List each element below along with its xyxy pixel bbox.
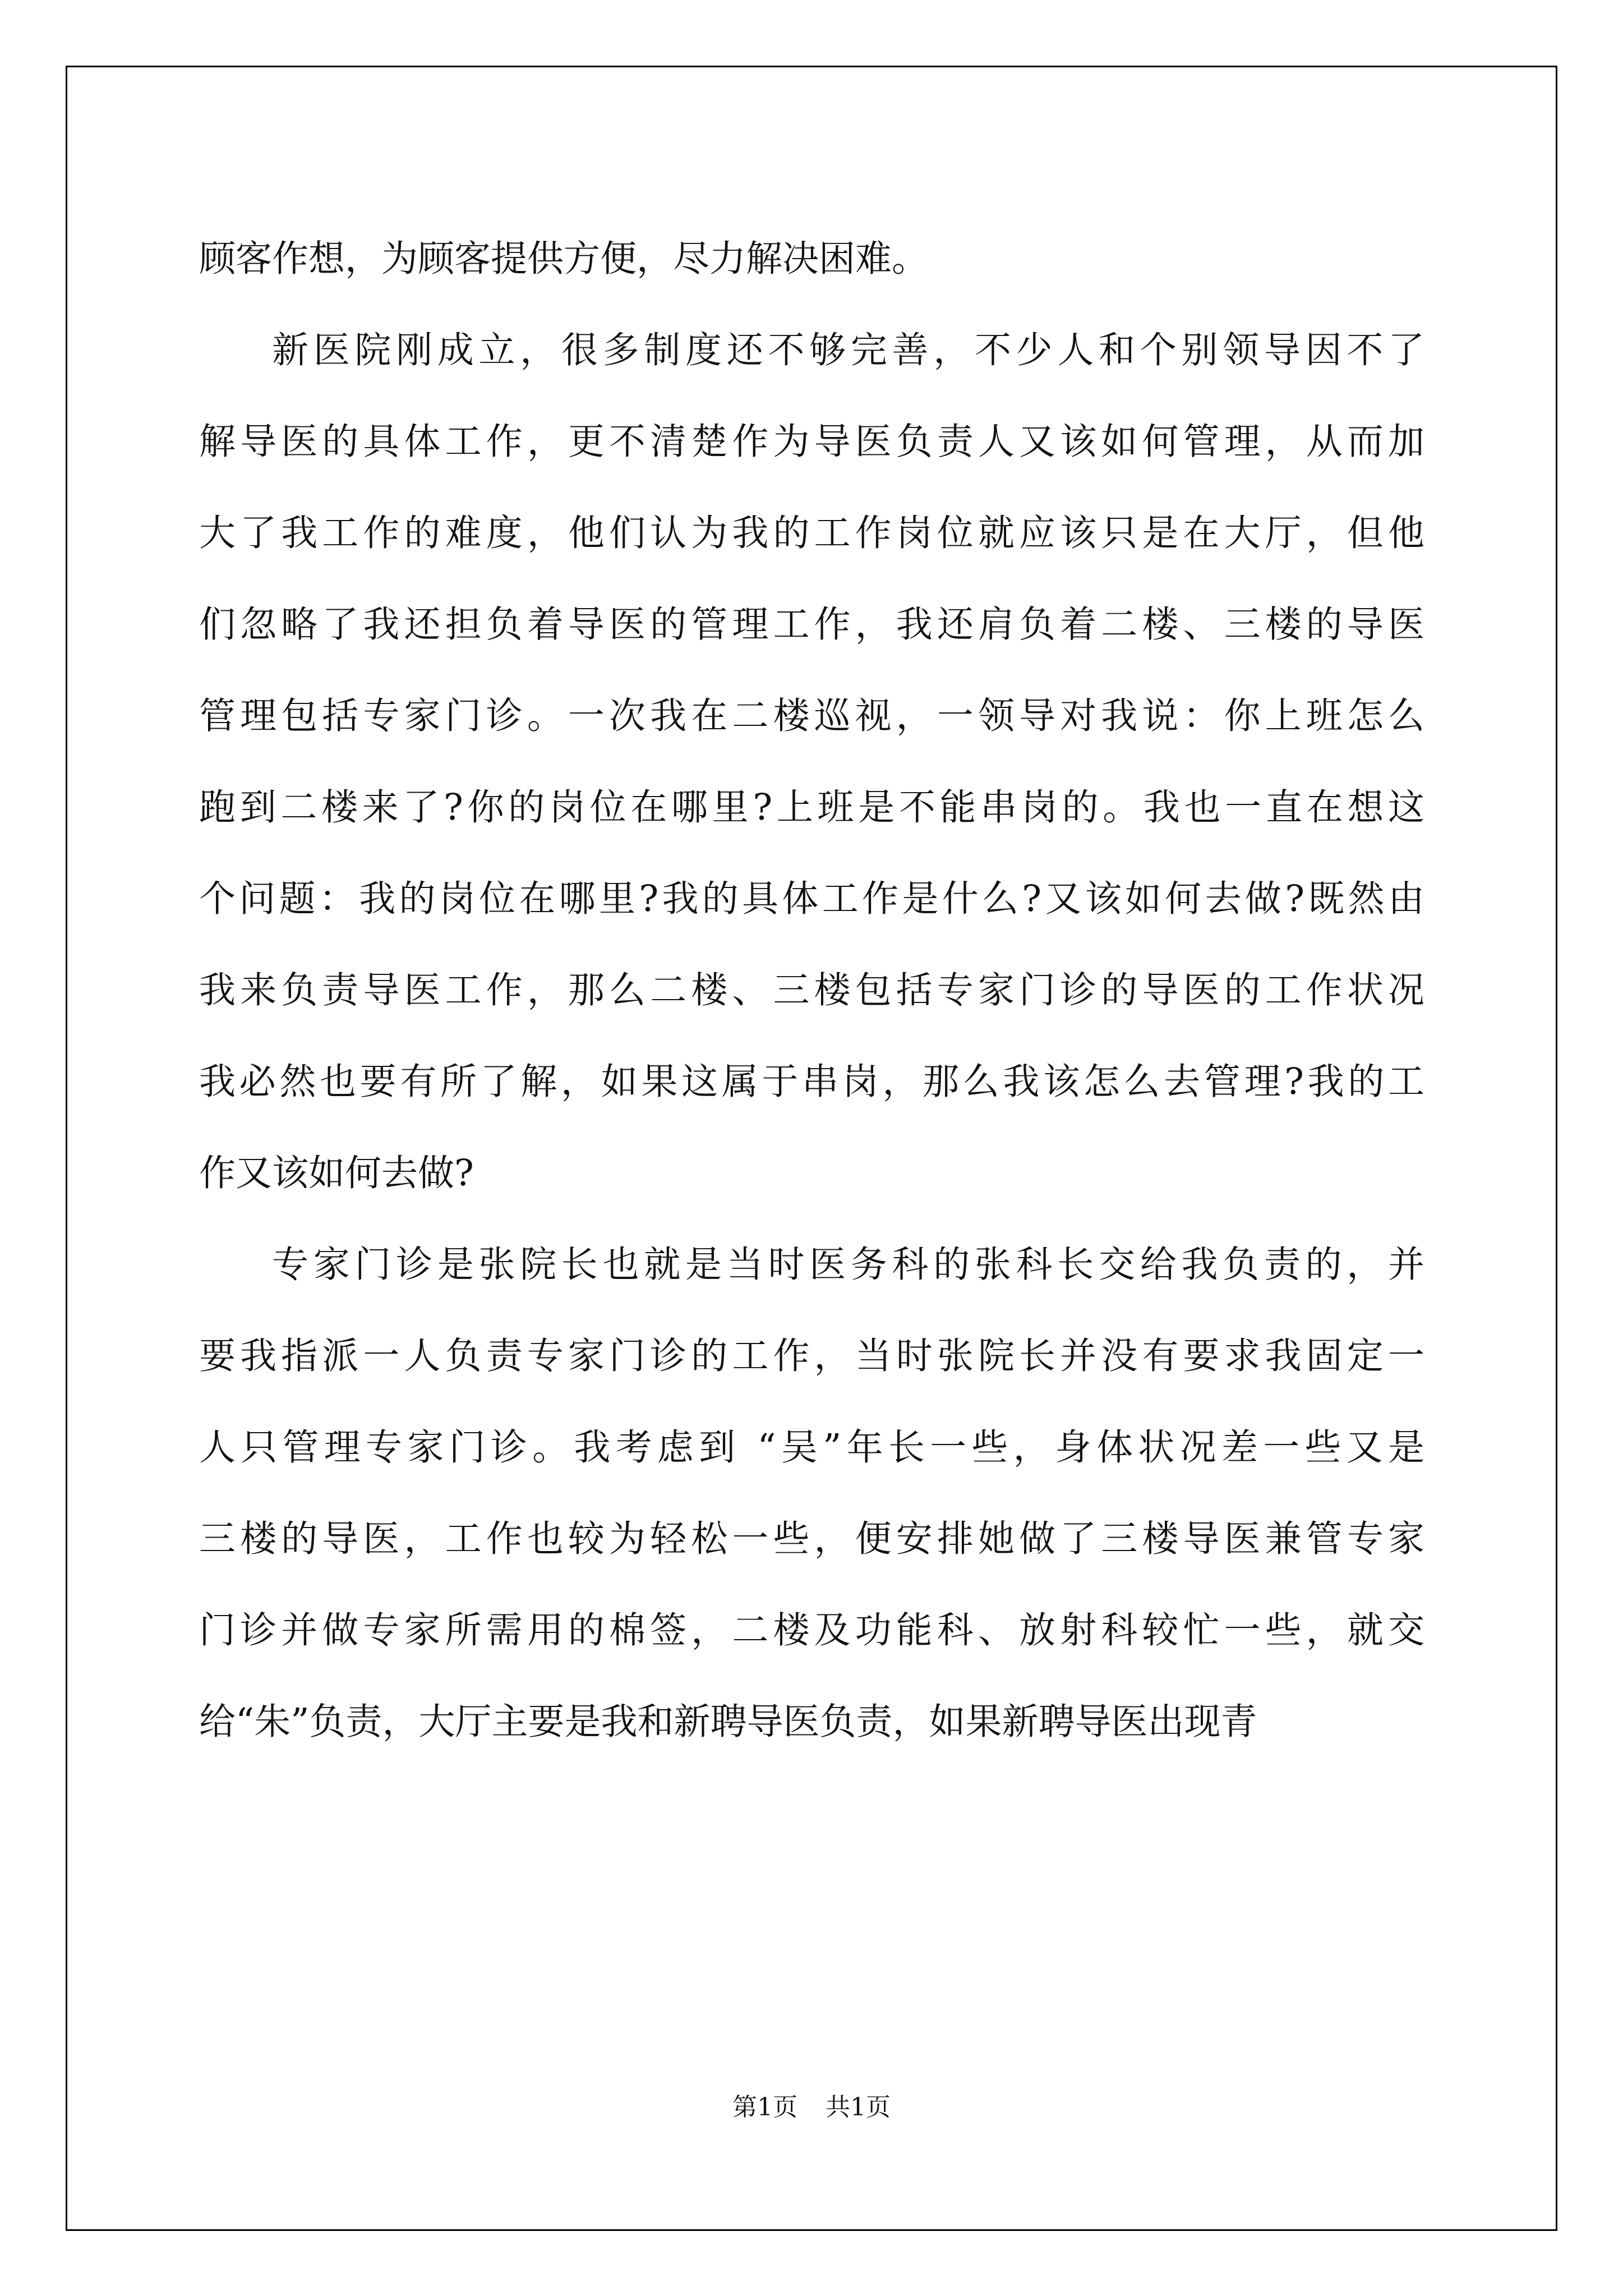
text-line: 给“朱”负责，大厅主要是我和新聘导医负责，如果新聘导医出现青: [199, 1701, 1257, 1743]
paragraph: [199, 213, 1424, 305]
text-line: 管理包括专家门诊。一次我在二楼巡视，一领导对我说：你上班怎么: [199, 695, 1424, 737]
text-line: 大了我工作的难度，他们认为我的工作岗位就应该只是在大厅，但他: [199, 512, 1424, 554]
page-footer: [0, 2087, 1623, 2123]
text-line: 要我指派一人负责专家门诊的工作，当时张院长并没有要求我固定一: [199, 1335, 1424, 1377]
page-number: 第1页: [732, 2093, 797, 2122]
text-line: 我必然也要有所了解，如果这属于串岗，那么我该怎么去管理?我的工: [199, 1061, 1424, 1103]
text-line: 们忽略了我还担负着导医的管理工作，我还肩负着二楼、三楼的导医: [199, 604, 1424, 646]
text-line: 专家门诊是张院长也就是当时医务科的张科长交给我负责的，并: [272, 1244, 1424, 1286]
paragraph: [199, 1219, 1424, 1768]
text-line: 三楼的导医，工作也较为轻松一些，便安排她做了三楼导医兼管专家: [199, 1518, 1424, 1560]
text-line: 新医院刚成立，很多制度还不够完善，不少人和个别领导因不了: [272, 329, 1424, 371]
paragraph: [199, 305, 1424, 1219]
text-line: 顾客作想，为顾客提供方便，尽力解决困难。: [199, 238, 929, 280]
document-body: [199, 213, 1424, 1768]
text-line: 门诊并做专家所需用的棉签，二楼及功能科、放射科较忙一些，就交: [199, 1609, 1424, 1651]
text-line: 个问题：我的岗位在哪里?我的具体工作是什么?又该如何去做?既然由: [199, 878, 1424, 920]
text-line: 人只管理专家门诊。我考虑到 “吴”年长一些，身体状况差一些又是: [199, 1427, 1424, 1469]
page-total: 共1页: [826, 2093, 891, 2122]
text-line: 解导医的具体工作，更不清楚作为导医负责人又该如何管理，从而加: [199, 421, 1424, 463]
text-line: 作又该如何去做?: [199, 1152, 474, 1194]
text-line: 跑到二楼来了?你的岗位在哪里?上班是不能串岗的。我也一直在想这: [199, 786, 1424, 829]
text-line: 我来负责导医工作，那么二楼、三楼包括专家门诊的导医的工作状况: [199, 969, 1424, 1011]
